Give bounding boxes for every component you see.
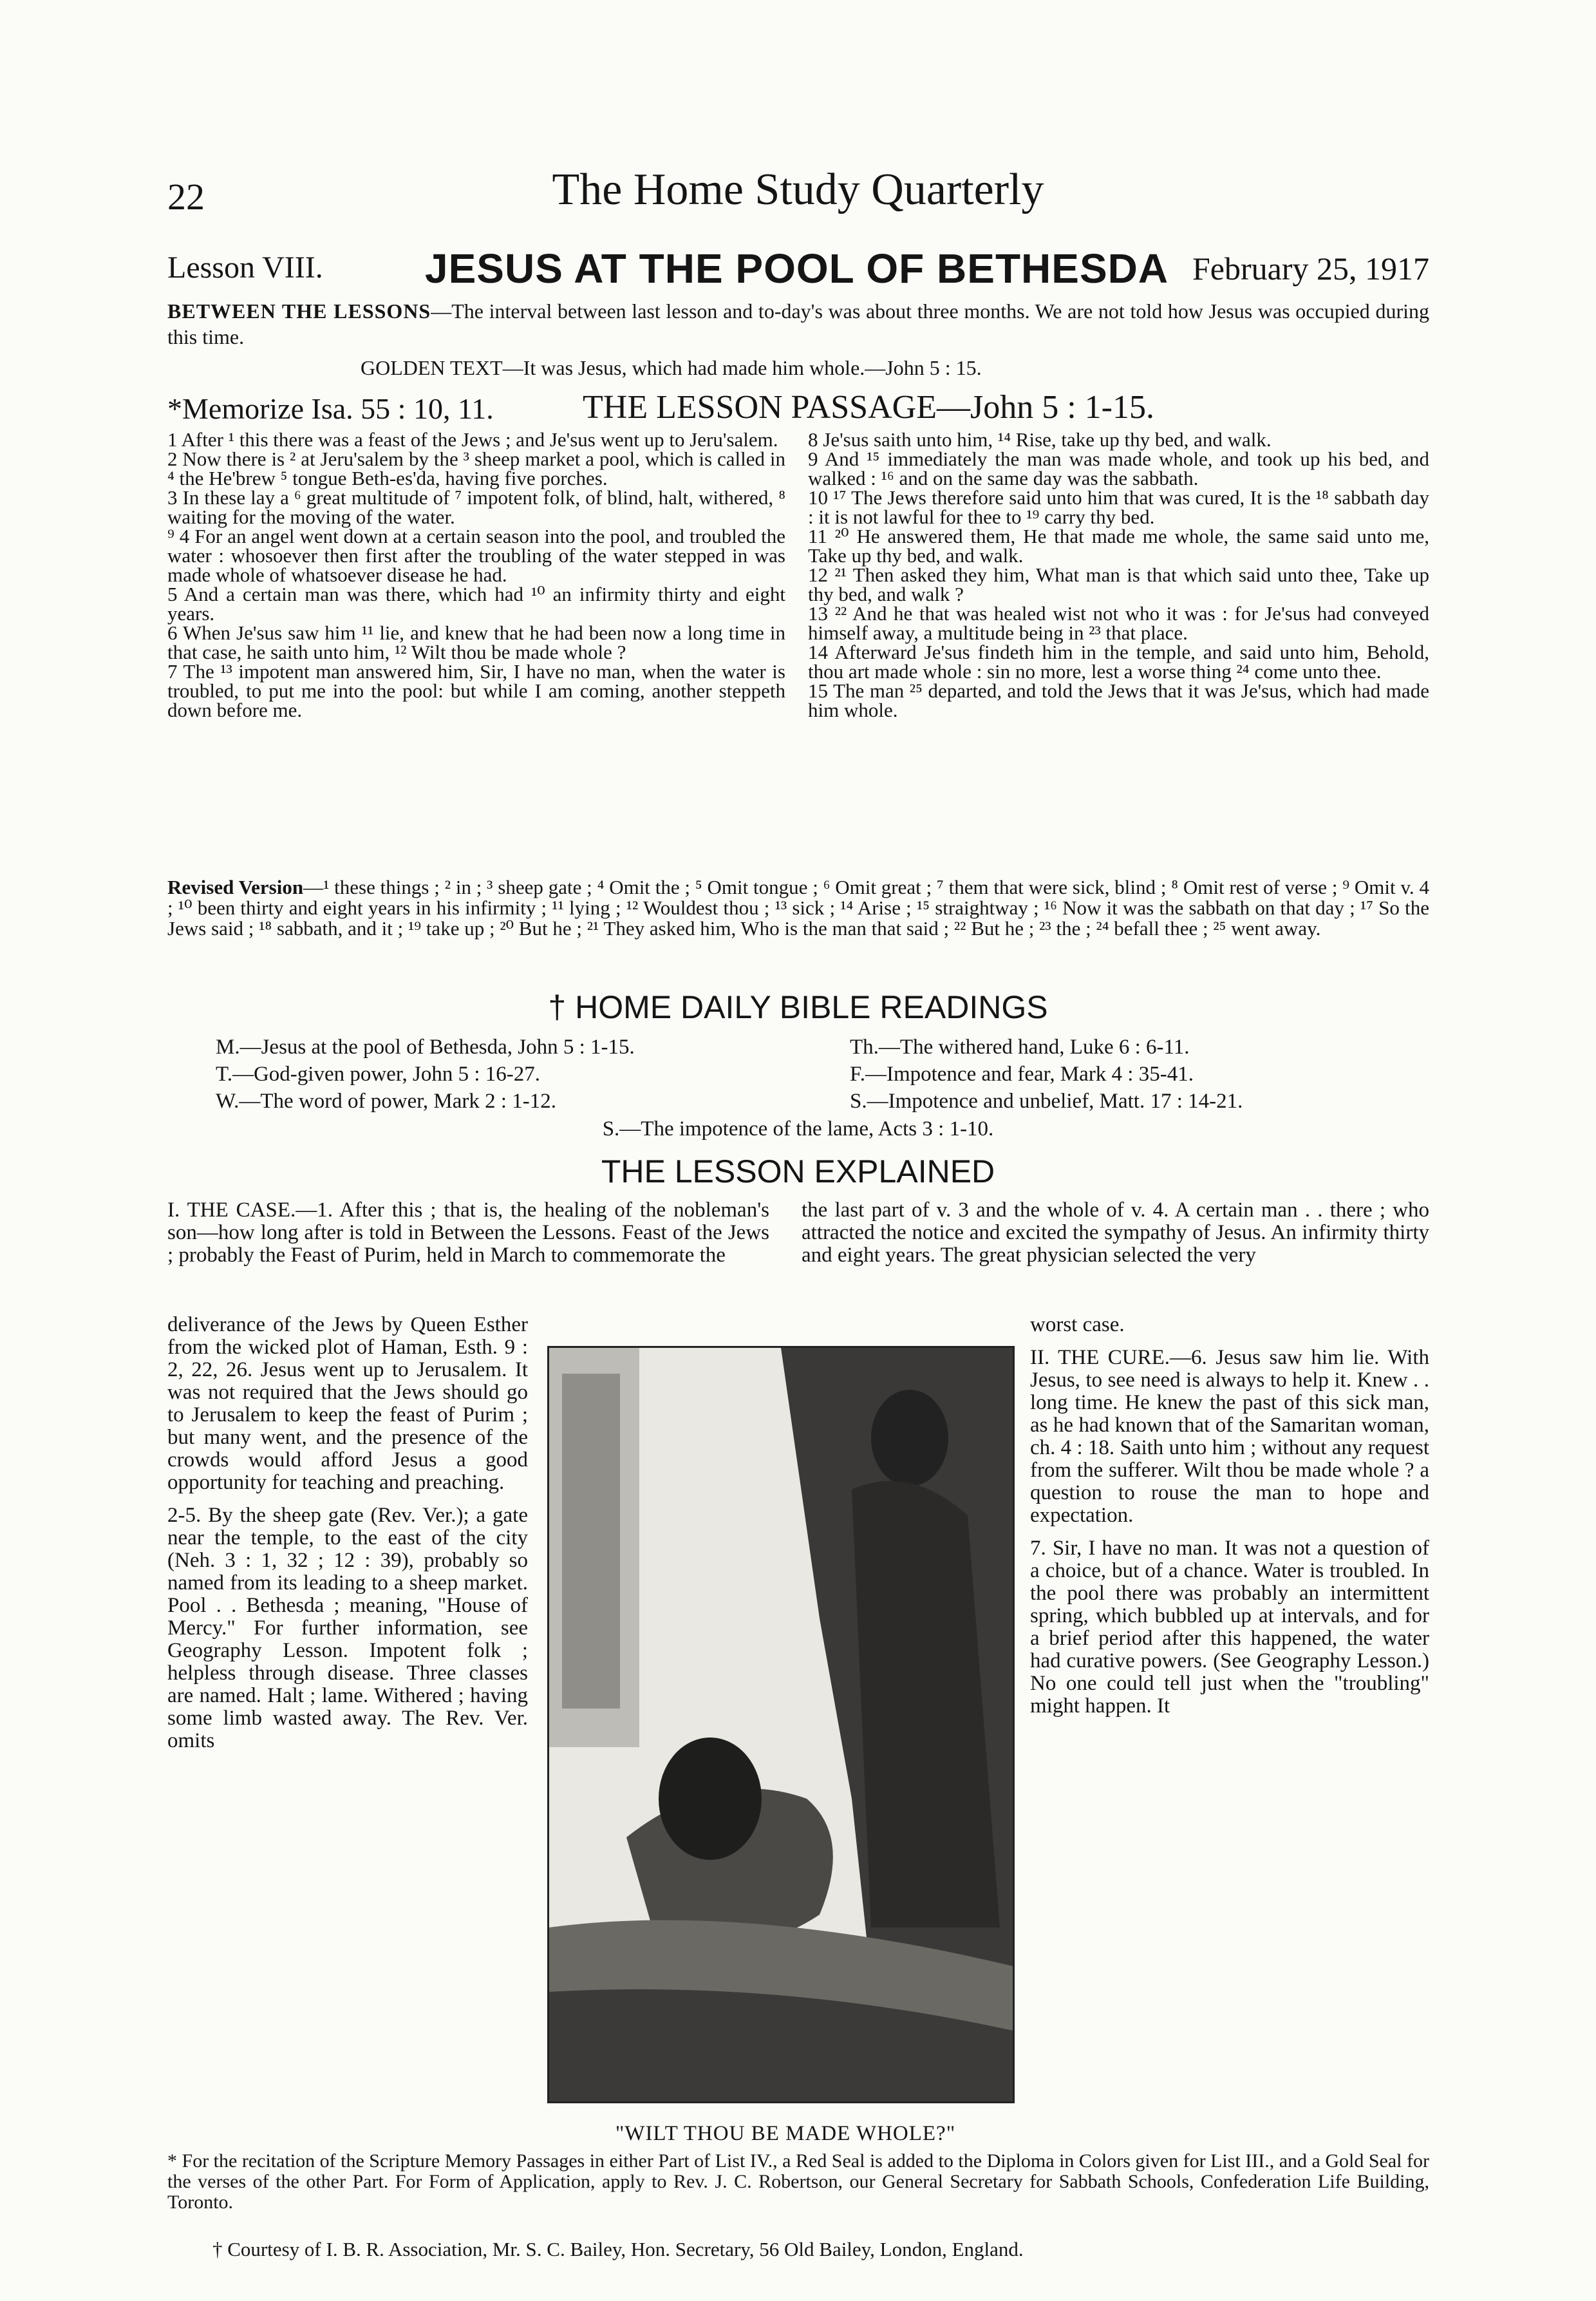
verses-right-column [808, 430, 1429, 720]
golden-text: GOLDEN TEXT—It was Jesus, which had made him whole.—John 5 : 15. [361, 356, 982, 379]
lesson-title: JESUS AT THE POOL OF BETHESDA [425, 245, 1169, 292]
reading-item-last: S.—The impotence of the lame, Acts 3 : 1-10. [602, 1117, 994, 1141]
daily-readings-left [216, 1034, 635, 1115]
daily-readings-right [850, 1034, 1243, 1115]
verse: 6 When Je'sus saw him ¹¹ lie, and knew that he had been now a long time in that case, he saith unto him, ¹² Wilt thou be made whole ? [167, 621, 785, 663]
verse: 1 After ¹ this there was a feast of the Jews ; and Je'sus went up to Jeru'salem. [167, 428, 778, 451]
explained-paragraph: II. THE CURE.—6. Jesus saw him lie. With Jesus, to see need is always to help it. Knew . . long time. He knew the past of this sick man, as he had known that of the Samaritan woman, ch. 4 : 18. Saith unto him ; without any request from the sufferer. Wilt thou be made whole ? a question to rouse the man to hope and expectation. [1030, 1346, 1429, 1527]
verse: 2 Now there is ² at Jeru'salem by the ³ sheep market a pool, which is called in ⁴ the He'brew ⁵ tongue Beth-es'da, having five porches. [167, 448, 785, 489]
verse: 10 ¹⁷ The Jews therefore said unto him that was cured, It is the ¹⁸ sabbath day : it is not lawful for thee to ¹⁹ carry thy bed. [808, 486, 1429, 528]
explained-top-right: the last part of v. 3 and the whole of v. 4. A certain man . . there ; who attracted the notice and excited the sympathy of Jesus. An infirmity thirty and eight years. The great physician selected the very [802, 1198, 1429, 1267]
verse: 5 And a certain man was there, which had ¹⁰ an infirmity thirty and eight years. [167, 583, 785, 625]
illustration-jesus-and-impotent-man [547, 1346, 1015, 2103]
explained-top-left: I. THE CASE.—1. After this ; that is, the healing of the nobleman's son—how long after is told in Between the Lessons. Feast of the Jews ; probably the Feast of Purim, held in March to commemorate the [167, 1198, 769, 1267]
passage-heading: THE LESSON PASSAGE—John 5 : 1-15. [583, 389, 1154, 426]
memorize-note: *Memorize Isa. 55 : 10, 11. [167, 392, 494, 425]
reading-item: M.—Jesus at the pool of Bethesda, John 5 : 1-15. [216, 1036, 635, 1059]
between-the-lessons [167, 298, 1429, 350]
between-text: —The interval between last lesson and to-day's was about three months. We are not told how Jesus was occupied during this time. [167, 299, 1430, 348]
between-label: BETWEEN THE LESSONS [167, 299, 431, 323]
verse: ⁹ 4 For an angel went down at a certain season into the pool, and troubled the water : whosoever then first after the troubling of the water stepped in was made whole of whatsoever disease he had. [167, 525, 785, 586]
explained-paragraph: deliverance of the Jews by Queen Esther from the wicked plot of Haman, Esth. 9 : 2, 22, 26. Jesus went up to Jerusalem. It was not required that the Jews should go to Jerusalem to keep the feast of Purim ; but many went, and the presence of the crowds would afford Jesus a good opportunity for teaching and preaching. [167, 1313, 528, 1494]
explained-paragraph: 7. Sir, I have no man. It was not a question of a choice, but of a chance. Water is troubled. In the pool there was probably an intermittent spring, which bubbled up at intervals, and for a brief period after this happened, the water had curative powers. (See Geography Lesson.) No one could tell just when the "troubling" might happen. It [1030, 1537, 1429, 1718]
running-title: The Home Study Quarterly [552, 165, 1044, 214]
verse: 13 ²² And he that was healed wist not who it was : for Je'sus had conveyed himself away, a multitude being in ²³ that place. [808, 602, 1429, 644]
revised-version-notes [167, 877, 1429, 939]
reading-item: Th.—The withered hand, Luke 6 : 6-11. [850, 1036, 1190, 1059]
revised-label: Revised Version [167, 876, 304, 898]
explained-left-column [167, 1314, 528, 1763]
lesson-explained-heading: THE LESSON EXPLAINED [601, 1153, 995, 1189]
daily-readings-heading: † HOME DAILY BIBLE READINGS [548, 989, 1048, 1025]
lesson-date: February 25, 1917 [1192, 251, 1429, 287]
illustration-caption: "WILT THOU BE MADE WHOLE?" [615, 2122, 956, 2145]
footnote-memory-passages: * For the recitation of the Scripture Memory Passages in either Part of List IV., a Red Seal is added to the Diploma in Colors given for List III., and a Gold Seal for the verses of the other Part. For Form of Application, apply to Rev. J. C. Robertson, our General Secretary for Sabbath Schools, Confederation Life Building, Toronto. [167, 2150, 1429, 2213]
reading-item: F.—Impotence and fear, Mark 4 : 35-41. [850, 1063, 1194, 1086]
reading-item: W.—The word of power, Mark 2 : 1-12. [216, 1090, 557, 1113]
verse: 12 ²¹ Then asked they him, What man is that which said unto thee, Take up thy bed, and walk ? [808, 563, 1429, 605]
explained-paragraph: worst case. [1030, 1313, 1125, 1336]
lesson-number: Lesson VIII. [167, 251, 323, 285]
illustration-drawing [549, 1348, 1013, 2101]
verse: 11 ²⁰ He answered them, He that made me whole, the same said unto me, Take up thy bed, and walk. [808, 525, 1429, 567]
verse: 3 In these lay a ⁶ great multitude of ⁷ impotent folk, of blind, halt, withered, ⁸ waiting for the moving of the water. [167, 486, 785, 528]
verse: 15 The man ²⁵ departed, and told the Jews that it was Je'sus, which had made him whole. [808, 679, 1429, 721]
verse: 8 Je'sus saith unto him, ¹⁴ Rise, take up thy bed, and walk. [808, 428, 1272, 451]
verse: 14 Afterward Je'sus findeth him in the temple, and said unto him, Behold, thou art made whole : sin no more, lest a worse thing ²⁴ come unto thee. [808, 641, 1429, 683]
verse: 9 And ¹⁵ immediately the man was made whole, and took up his bed, and walked : ¹⁶ and on the same day was the sabbath. [808, 448, 1429, 489]
lesson-title-line [167, 245, 1429, 296]
page-number: 22 [167, 176, 205, 218]
revised-text: —¹ these things ; ² in ; ³ sheep gate ; ⁴ Omit the ; ⁵ Omit tongue ; ⁶ Omit great ; ⁷ them that were sick, blind ; ⁸ Omit rest of verse ; ⁹ Omit v. 4 ; ¹⁰ been thirty and eight years in his infirmity ; ¹¹ lying ; ¹² Wouldest thou ; ¹³ sick ; ¹⁴ Arise ; ¹⁵ straightway ; ¹⁶ Now it was the sabbath on that day ; ¹⁷ So the Jews said ; ¹⁸ sabbath, and it ; ¹⁹ take up ; ²⁰ But he ; ²¹ They asked him, Who is the man that said ; ²² But he ; ²³ the ; ²⁴ befall thee ; ²⁵ went away. [167, 876, 1429, 940]
verses-left-column [167, 430, 785, 720]
verse: 7 The ¹³ impotent man answered him, Sir, I have no man, when the water is troubled, to put me into the pool: but while I am coming, another steppeth down before me. [167, 660, 785, 721]
reading-item: S.—Impotence and unbelief, Matt. 17 : 14-21. [850, 1090, 1243, 1113]
explained-paragraph: 2-5. By the sheep gate (Rev. Ver.); a gate near the temple, to the east of the city (Neh. 3 : 1, 32 ; 12 : 39), probably so named from its leading to a sheep market. Pool . . Bethesda ; meaning, "House of Mercy." For further information, see Geography Lesson. Impotent folk ; helpless through disease. Three classes are named. Halt ; lame. Withered ; having some limb wasted away. The Rev. Ver. omits [167, 1504, 528, 1752]
explained-right-column [1030, 1314, 1429, 1728]
footnote-courtesy: † Courtesy of I. B. R. Association, Mr. S. C. Bailey, Hon. Secretary, 56 Old Bailey, London, England. [212, 2238, 1024, 2260]
reading-item: T.—God-given power, John 5 : 16-27. [216, 1063, 540, 1086]
